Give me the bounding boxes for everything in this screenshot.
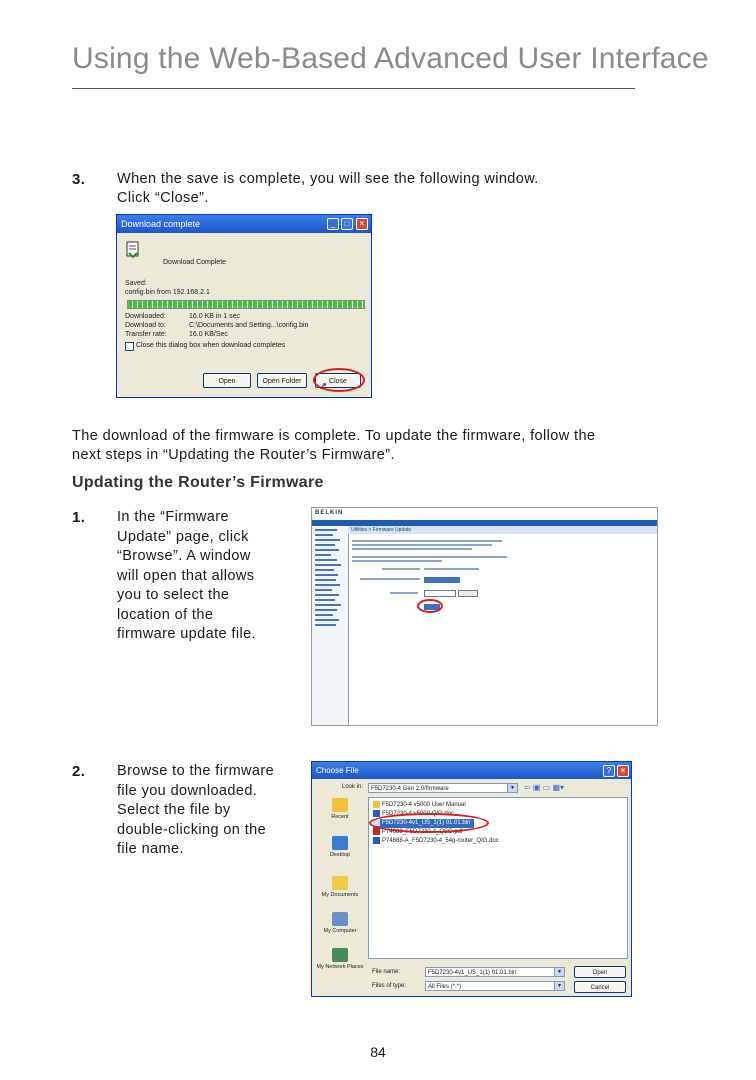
close-window-button[interactable]: × [356, 218, 368, 230]
pdf-icon [373, 828, 380, 835]
belkin-logo: BELKIN [315, 510, 344, 516]
desktop-icon [332, 836, 348, 850]
step-3-line-1: When the save is complete, you will see the following window. [117, 171, 539, 187]
saved-file-value: config.bin from 192.168.2.1 [125, 289, 210, 296]
download-complete-heading: Download Complete [163, 259, 227, 266]
places-bar [314, 784, 366, 992]
transfer-rate-label: Transfer rate: [125, 331, 167, 338]
download-to-value: C:\Documents and Setting...\config.bin [189, 322, 309, 329]
list-item-selected[interactable]: F5D7230-4v1_US_1(1) 01.01.bin [373, 819, 474, 828]
cursor-pointer-icon: ➚ [319, 381, 328, 392]
open-folder-button[interactable]: Open Folder [257, 373, 307, 388]
recent-folder-icon [332, 798, 348, 812]
step-1-line: you to select the [117, 587, 230, 603]
selected-file-highlight-ring [369, 813, 489, 833]
close-when-complete-checkbox[interactable] [125, 342, 134, 351]
close-when-complete-label: Close this dialog box when download completes [136, 342, 286, 349]
download-document-icon [125, 241, 141, 259]
router-page-title: Utilities > Firmware Update [351, 527, 412, 533]
file-list [368, 797, 628, 959]
list-item[interactable]: P74688-A_F5D7230-4_54g-router_QIG.doc [373, 837, 499, 846]
my-computer-icon [332, 912, 348, 926]
step-1-line: Update” page, click [117, 528, 249, 545]
word-doc-icon [373, 837, 380, 844]
list-item[interactable]: F5D7230-4 v5000 QIG.doc [373, 810, 454, 819]
minimize-button[interactable]: _ [327, 218, 339, 230]
folder-icon [373, 801, 380, 808]
page-header-title: Using the Web-Based Advanced User Interface [72, 42, 709, 75]
choose-file-title-bar [312, 762, 631, 779]
look-in-label: Look in: [342, 784, 364, 790]
saved-label: Saved: [125, 280, 147, 287]
downloaded-label: Downloaded: [125, 313, 166, 320]
file-type-select[interactable]: All Files (*.*) ▼ [425, 981, 565, 991]
step-2-line: file you downloaded. [117, 782, 258, 799]
step-2-number: 2. [72, 763, 86, 780]
router-browse-button[interactable] [458, 590, 478, 597]
paragraph-line-1: The download of the firmware is complete. To update the firmware, follow the [72, 428, 596, 444]
place-desktop[interactable]: Desktop [314, 836, 366, 858]
dialog-title-bar [117, 215, 371, 233]
download-progress-bar [127, 300, 365, 309]
close-window-button[interactable]: × [617, 765, 629, 777]
dialog-title: Download complete [121, 219, 201, 229]
place-recent[interactable]: Recent [314, 798, 366, 820]
word-doc-icon [373, 810, 380, 817]
router-highlight-ring [417, 599, 443, 613]
step-1-line: “Browse”. A window [117, 548, 251, 564]
chevron-down-icon: ▼ [554, 968, 564, 976]
download-to-label: Download to: [125, 322, 166, 329]
place-my-documents[interactable]: My Documents [314, 876, 366, 898]
list-item[interactable]: F5D7230-4 v5000 User Manual [373, 801, 466, 810]
toolbar-icons[interactable]: ⇦ ▣ ▭ ▦▾ [524, 783, 565, 792]
step-1-line: will open that allows [117, 567, 255, 584]
open-button[interactable]: Open [203, 373, 251, 388]
cancel-button[interactable]: Cancel [574, 981, 626, 993]
step-1-number: 1. [72, 509, 86, 526]
look-in-dropdown[interactable]: F5D7230-4 Gen 2.0/firmware ▼ [368, 783, 518, 793]
choose-file-dialog [311, 761, 632, 997]
paragraph-line-2: next steps in “Updating the Router’s Firmware”. [72, 447, 395, 463]
step-2-text [117, 762, 274, 860]
page-number: 84 [370, 1044, 386, 1060]
place-my-computer[interactable]: My Computer [314, 912, 366, 934]
transfer-rate-value: 16.0 KB/Sec [189, 331, 228, 338]
chevron-down-icon: ▼ [507, 784, 517, 792]
step-1-line: location of the [117, 606, 214, 623]
header-rule [72, 88, 635, 89]
list-item[interactable]: P74688_F5D7230-4_QSG.pdf [373, 828, 463, 837]
step-2-line: double-clicking on the [117, 821, 267, 838]
place-my-network[interactable]: My Network Places [314, 948, 366, 970]
file-name-label: File name: [372, 969, 401, 975]
download-complete-dialog [116, 214, 372, 398]
open-button[interactable]: Open [574, 966, 626, 978]
choose-file-title: Choose File [316, 766, 359, 775]
file-type-label: Files of type: [372, 983, 407, 989]
step-1-text [117, 508, 256, 645]
chevron-down-icon: ▼ [554, 982, 564, 990]
close-button[interactable]: Close [315, 373, 361, 388]
file-name-input[interactable]: F5D7230-4v1_US_1(1) 01.01.bin ▼ [425, 967, 565, 977]
step-3-number: 3. [72, 171, 86, 188]
router-firmware-update-screenshot [311, 507, 658, 726]
network-places-icon [332, 948, 348, 962]
my-documents-icon [332, 876, 348, 890]
step-2-line: Browse to the firmware [117, 763, 275, 779]
step-3-line-2: Click “Close”. [117, 190, 209, 206]
help-button[interactable]: ? [603, 765, 615, 777]
section-title: Updating the Router’s Firmware [72, 474, 324, 491]
router-sidebar [312, 526, 349, 725]
router-update-firmware-button[interactable] [424, 577, 460, 583]
step-1-line: In the “Firmware [117, 509, 229, 525]
step-2-line: Select the file by [117, 802, 231, 818]
router-file-input[interactable] [424, 590, 456, 597]
step-1-line: firmware update file. [117, 626, 256, 642]
maximize-button[interactable]: □ [341, 218, 353, 230]
router-page-heading [348, 526, 657, 534]
step-2-line: file name. [117, 841, 184, 857]
downloaded-value: 16.0 KB in 1 sec [189, 313, 240, 320]
